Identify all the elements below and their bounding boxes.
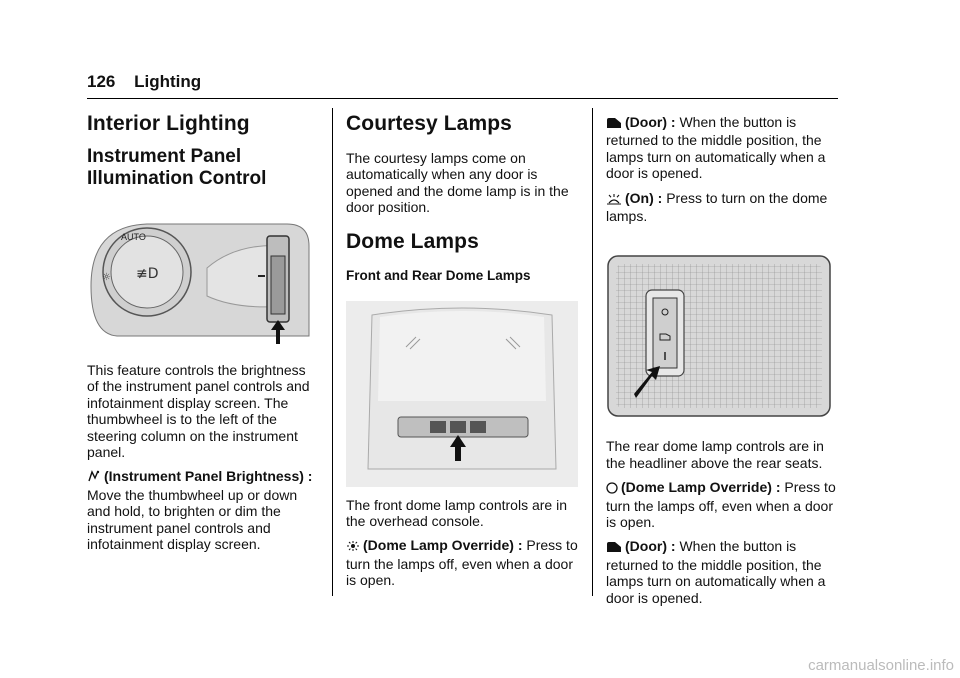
on-item — [606, 190, 840, 225]
auto-label: AUTO — [121, 232, 146, 242]
left-column — [87, 108, 321, 560]
rear-override-text: Press to turn the lamps off, even when a door is open. — [606, 479, 836, 531]
rear-override-term: (Dome Lamp Override) : — [621, 479, 781, 496]
front-dome-figure — [346, 301, 578, 487]
front-override-item — [346, 537, 582, 588]
ip-brightness-term: (Instrument Panel Brightness) : — [104, 468, 313, 485]
override-icon — [346, 539, 360, 555]
circle-override-icon — [606, 481, 618, 497]
dimmer-icon — [87, 469, 101, 486]
door-icon-2 — [606, 540, 622, 556]
rear-override-item — [606, 479, 840, 530]
rear-door-text: When the button is returned to the middle position, the lamps turn on automatically when a door is opened. — [606, 538, 826, 606]
front-dome-text: The front dome lamp controls are in the overhead console. — [346, 496, 567, 530]
rear-headliner-illustration — [606, 254, 832, 418]
svg-text:☼: ☼ — [102, 272, 111, 283]
page-number: 126 — [87, 72, 116, 91]
door-icon — [606, 116, 622, 132]
ip-illumination-figure — [87, 216, 311, 348]
interior-lighting-heading: Interior Lighting — [87, 112, 250, 135]
svg-text:≢D: ≢D — [136, 266, 159, 282]
ip-brightness-text: Move the thumbwheel up or down and hold, to brighten or dim the instrument panel controls and infotainment display screen. — [87, 486, 298, 553]
front-override-term: (Dome Lamp Override) : — [363, 537, 523, 554]
door-term: (Door) : — [625, 114, 676, 130]
ip-description: This feature controls the brightness of the instrument panel controls and infotainment display screen. The thumbwheel is to the left of the steering column on the instrument panel. — [87, 362, 310, 461]
header-rule — [87, 98, 838, 99]
section-title: Lighting — [134, 72, 202, 91]
headlamp-switch-illustration — [87, 216, 311, 348]
on-text: Press to turn on the dome lamps. — [606, 189, 828, 225]
column-divider-1 — [332, 108, 333, 596]
courtesy-text: The courtesy lamps come on automatically when any door is opened and the dome lamp is in the door position. — [346, 150, 569, 216]
rear-door-item — [606, 538, 840, 606]
door-item — [606, 114, 840, 182]
middle-column — [346, 108, 582, 597]
rear-door-term: (Door) : — [625, 538, 676, 555]
front-rear-heading: Front and Rear Dome Lamps — [346, 267, 531, 283]
dome-on-icon — [606, 192, 622, 208]
ip-illumination-heading: Instrument Panel Illumination Control — [87, 146, 267, 189]
courtesy-lamps-heading: Courtesy Lamps — [346, 112, 512, 135]
watermark: carmanualsonline.info — [808, 657, 954, 674]
door-text: When the button is returned to the middle position, the lamps turn on automatically when a door is opened. — [606, 114, 826, 182]
on-term: (On) : — [625, 189, 663, 206]
page-header — [87, 72, 201, 92]
right-column — [606, 108, 840, 614]
rear-dome-figure — [606, 254, 832, 418]
overhead-console-illustration — [346, 301, 578, 487]
ip-brightness-item — [87, 468, 321, 552]
front-override-text: Press to turn the lamps off, even when a door is open. — [346, 537, 578, 589]
column-divider-2 — [592, 108, 593, 596]
rear-dome-text: The rear dome lamp controls are in the headliner above the rear seats. — [606, 438, 824, 471]
dome-lamps-heading: Dome Lamps — [346, 229, 479, 253]
